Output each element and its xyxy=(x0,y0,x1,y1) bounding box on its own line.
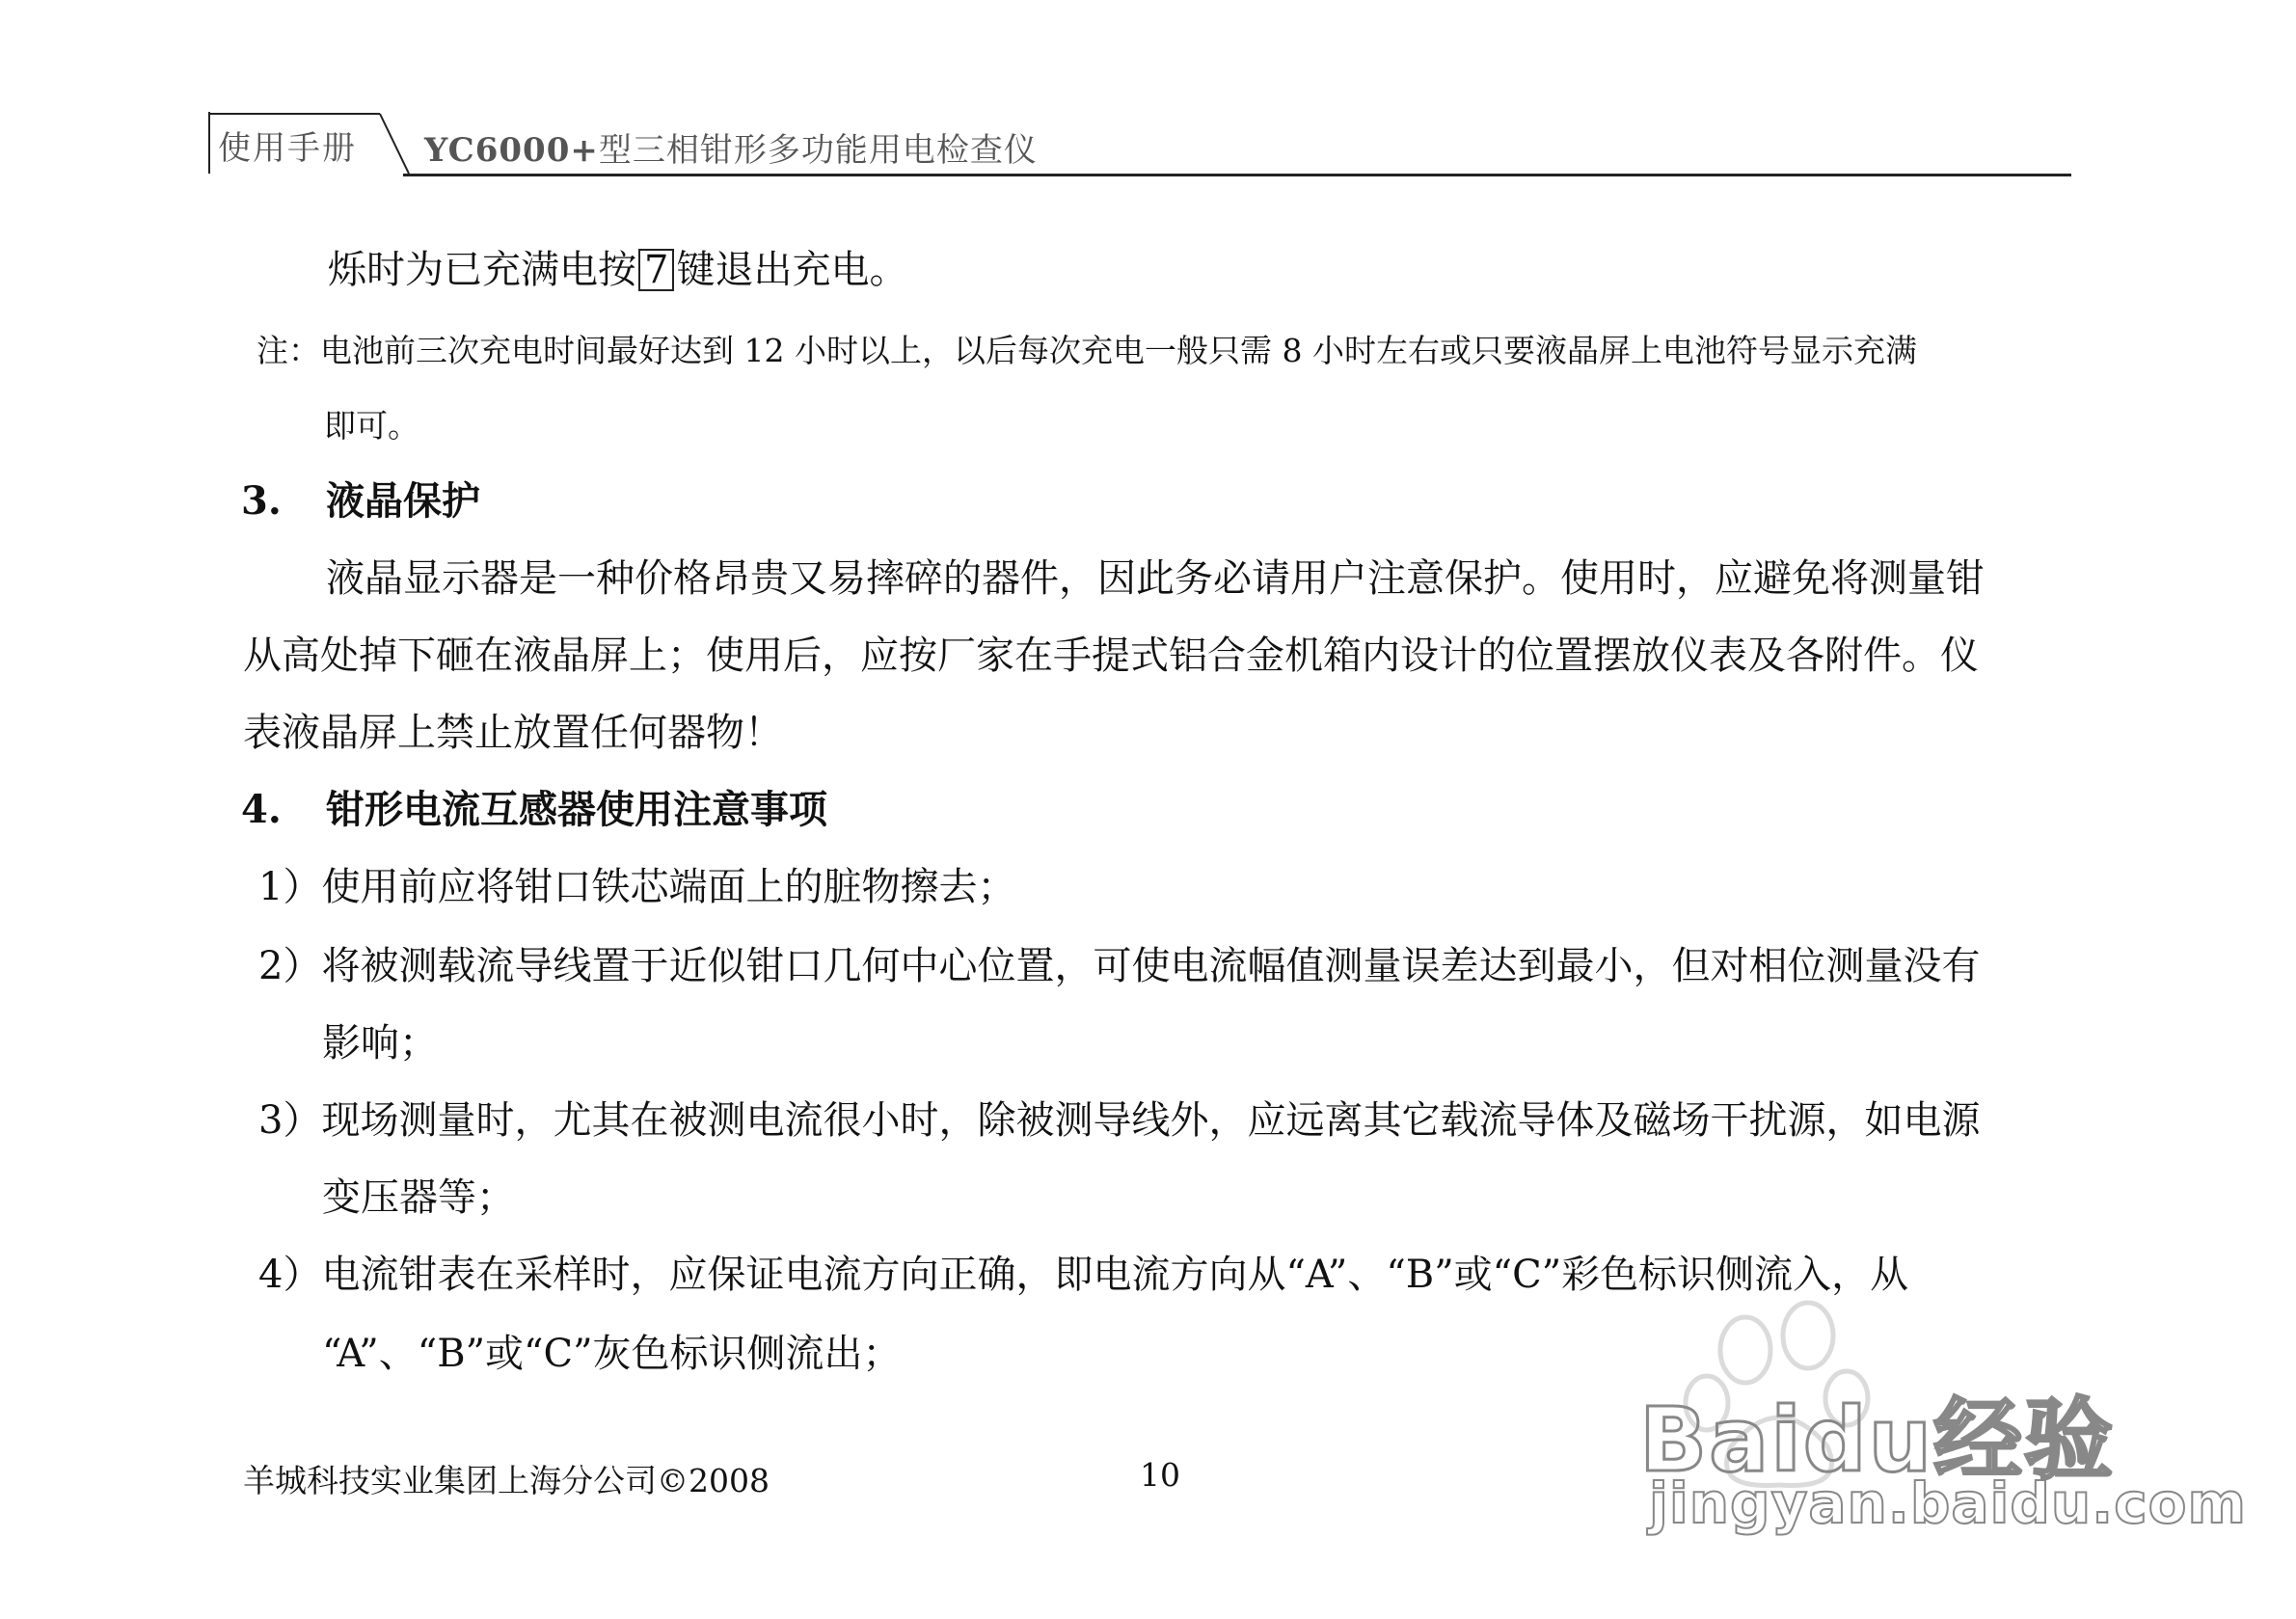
charge-line-pre: 烁时为已充满电按 xyxy=(328,248,636,292)
section-4-title: 钳形电流互感器使用注意事项 xyxy=(326,787,827,832)
section-3-para-line-1: 液晶显示器是一种价格昂贵又易摔碎的器件，因此务必请用户注意保护。使用时，应避免将测量钳 xyxy=(326,556,1985,601)
section-3-para-line-2: 从高处掉下砸在液晶屏上；使用后，应按厂家在手提式铝合金机箱内设计的位置摆放仪表及各附件。仪 xyxy=(243,634,1979,678)
section-4-number: 4. xyxy=(241,787,282,832)
footer-company: 羊城科技实业集团上海分公司©2008 xyxy=(243,1462,770,1499)
key-7-box: 7 xyxy=(638,249,674,291)
section-4-item-4-line-2: “A”、“B”或“C”灰色标识侧流出； xyxy=(322,1332,902,1376)
header-manual-label: 使用手册 xyxy=(218,129,357,168)
charge-line xyxy=(328,247,907,293)
header-rule xyxy=(403,174,2071,176)
section-4-item-1: 1）使用前应将钳口铁芯端面上的脏物擦去； xyxy=(258,865,1016,909)
section-3-title: 液晶保护 xyxy=(326,478,480,524)
watermark-url: jingyan.baidu.com xyxy=(1649,1471,2247,1536)
header-title xyxy=(424,123,1038,171)
note-line-1: 注：电池前三次充电时间最好达到 12 小时以上，以后每次充电一般只需 8 小时左右或只要液晶屏上电池符号显示充满 xyxy=(257,332,1917,369)
note-line-2: 即可。 xyxy=(324,407,419,445)
section-4-item-4-line-1: 4）电流钳表在采样时，应保证电流方向正确，即电流方向从“A”、“B”或“C”彩色标识侧流入，从 xyxy=(258,1253,1909,1297)
header-model: YC6000+ xyxy=(424,131,599,170)
section-3-number: 3. xyxy=(241,478,282,524)
watermark-brand: Baidu经验 xyxy=(1639,1389,2116,1492)
section-4-item-2-line-2: 影响； xyxy=(322,1021,438,1066)
charge-line-post: 键退出充电。 xyxy=(676,248,908,292)
section-4-item-2-line-1: 2）将被测载流导线置于近似钳口几何中心位置，可使电流幅值测量误差达到最小，但对相位测量没有 xyxy=(258,944,1981,988)
header-title-text: 型三相钳形多功能用电检查仪 xyxy=(598,131,1038,170)
section-3-para-line-3: 表液晶屏上禁止放置任何器物！ xyxy=(243,711,783,755)
section-4-item-3-line-1: 3）现场测量时，尤其在被测电流很小时，除被测导线外，应远离其它载流导体及磁场干扰源，如电源 xyxy=(258,1098,1981,1143)
footer-page-number: 10 xyxy=(1140,1456,1180,1494)
section-4-item-3-line-2: 变压器等； xyxy=(322,1175,515,1220)
